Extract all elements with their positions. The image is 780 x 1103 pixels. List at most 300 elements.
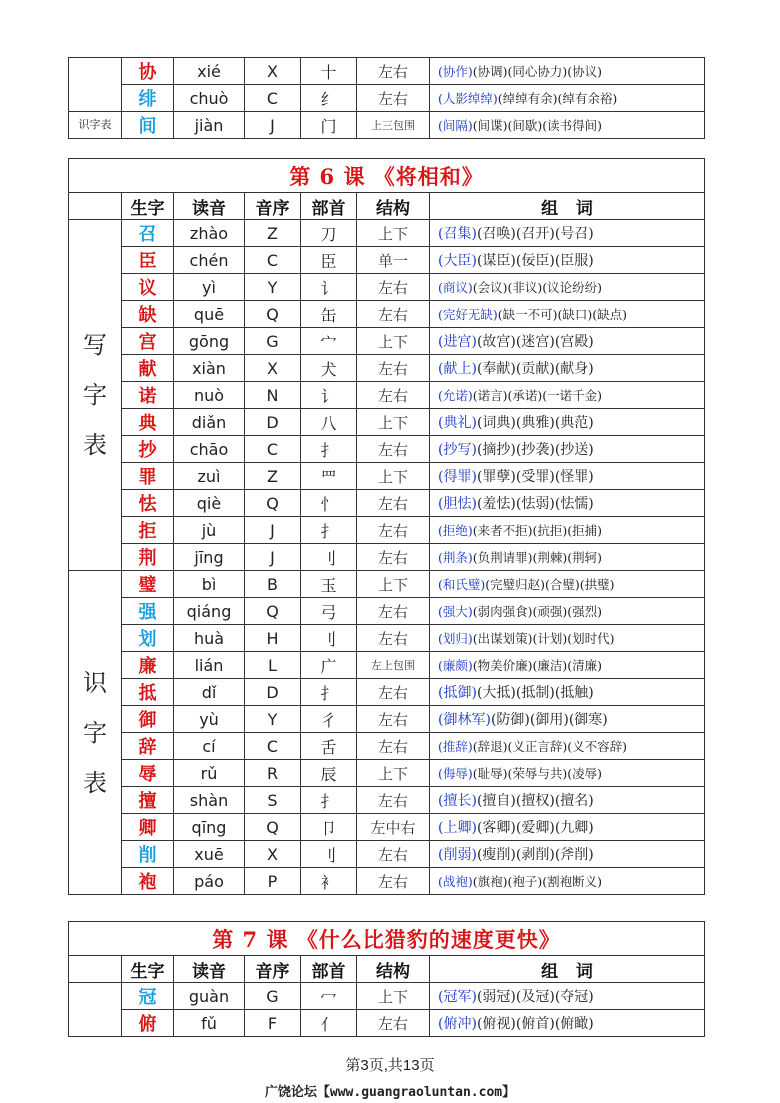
pinyin-cell: rǔ xyxy=(174,760,245,787)
pinyin-cell: qīng xyxy=(174,814,245,841)
radical-cell: 忄 xyxy=(301,490,357,517)
order-cell: L xyxy=(245,652,301,679)
word-item: (旗袍) xyxy=(472,874,508,889)
char-cell: 宫 xyxy=(122,328,174,355)
side-label-char: 字 xyxy=(83,381,107,409)
word-item: (抄送) xyxy=(554,442,594,458)
word-item: (一诺千金) xyxy=(542,388,603,403)
order-cell: J xyxy=(245,112,301,139)
words-cell xyxy=(430,247,705,274)
structure-cell: 左右 xyxy=(357,382,430,409)
words-cell xyxy=(430,220,705,247)
word-item: (廉颇) xyxy=(438,658,473,673)
table-row xyxy=(69,463,705,490)
header-radical: 部首 xyxy=(301,956,357,983)
words-cell xyxy=(430,598,705,625)
word-item: (御林军) xyxy=(438,712,491,728)
structure-cell: 上下 xyxy=(357,463,430,490)
structure-cell: 上下 xyxy=(357,220,430,247)
structure-cell: 单一 xyxy=(357,247,430,274)
order-cell: Y xyxy=(245,706,301,733)
order-cell: C xyxy=(245,85,301,112)
radical-cell: 罒 xyxy=(301,463,357,490)
word-item: (词典) xyxy=(476,415,516,431)
char-cell: 冠 xyxy=(122,983,174,1010)
radical-cell: 扌 xyxy=(301,517,357,544)
word-item: (怯弱) xyxy=(515,496,555,512)
words-cell xyxy=(430,841,705,868)
word-item: (诺言) xyxy=(472,388,508,403)
pinyin-cell: shàn xyxy=(174,787,245,814)
word-item: (摘抄) xyxy=(476,442,516,458)
word-item: (胆怯) xyxy=(438,496,477,512)
structure-cell: 上下 xyxy=(357,328,430,355)
word-item: (非议) xyxy=(507,280,543,295)
pinyin-cell: jù xyxy=(174,517,245,544)
table-row xyxy=(69,868,705,895)
radical-cell: 宀 xyxy=(301,328,357,355)
word-item: (大臣) xyxy=(438,253,477,269)
word-item: (抵御) xyxy=(438,685,477,701)
radical-cell: 扌 xyxy=(301,679,357,706)
order-cell: S xyxy=(245,787,301,814)
table-row xyxy=(69,355,705,382)
radical-cell: 衤 xyxy=(301,868,357,895)
word-item: (贡献) xyxy=(515,361,555,377)
char-cell: 袍 xyxy=(122,868,174,895)
char-cell: 辱 xyxy=(122,760,174,787)
word-item: (瘦削) xyxy=(476,847,516,863)
word-item: (侮辱) xyxy=(438,766,473,781)
radical-cell: 门 xyxy=(301,112,357,139)
words-cell xyxy=(430,58,705,85)
char-cell: 召 xyxy=(122,220,174,247)
word-item: (俯冲) xyxy=(438,1016,477,1032)
words-cell xyxy=(430,85,705,112)
word-item: (斧削) xyxy=(554,847,594,863)
char-cell: 典 xyxy=(122,409,174,436)
word-item: (御用) xyxy=(529,712,569,728)
word-item: (间歇) xyxy=(507,118,543,133)
word-item: (袍子) xyxy=(507,874,543,889)
word-item: (抵触) xyxy=(554,685,594,701)
word-item: (俯瞰) xyxy=(554,1016,594,1032)
word-item: (协作) xyxy=(438,64,473,79)
word-item: (抵制) xyxy=(515,685,555,701)
word-item: (协调) xyxy=(472,64,508,79)
structure-cell: 上三包围 xyxy=(357,112,430,139)
structure-cell: 左右 xyxy=(357,436,430,463)
word-item: (允诺) xyxy=(438,388,473,403)
structure-cell: 左右 xyxy=(357,85,430,112)
pinyin-cell: jīng xyxy=(174,544,245,571)
word-item: (召开) xyxy=(515,226,555,242)
words-cell xyxy=(430,112,705,139)
radical-cell: 弓 xyxy=(301,598,357,625)
radical-cell: 亻 xyxy=(301,1010,357,1037)
lesson7-title: 第 7 课 《什么比猎豹的速度更快》 xyxy=(69,922,705,956)
char-cell: 抵 xyxy=(122,679,174,706)
order-cell: Z xyxy=(245,463,301,490)
structure-cell: 左上包围 xyxy=(357,652,430,679)
word-item: (强烈) xyxy=(567,604,603,619)
word-item: (召集) xyxy=(438,226,477,242)
word-item: (读书得间) xyxy=(542,118,603,133)
table-row xyxy=(69,544,705,571)
word-item: (典范) xyxy=(554,415,594,431)
order-cell: Y xyxy=(245,274,301,301)
table-row xyxy=(69,382,705,409)
word-item: (荣辱与共) xyxy=(507,766,568,781)
pinyin-cell: gōng xyxy=(174,328,245,355)
char-cell: 诺 xyxy=(122,382,174,409)
word-item: (擅自) xyxy=(476,793,516,809)
words-cell xyxy=(430,409,705,436)
word-item: (承诺) xyxy=(507,388,543,403)
word-item: (弱冠) xyxy=(476,989,516,1005)
structure-cell: 左右 xyxy=(357,355,430,382)
order-cell: Q xyxy=(245,490,301,517)
order-cell: X xyxy=(245,355,301,382)
word-item: (擅名) xyxy=(554,793,594,809)
order-cell: D xyxy=(245,679,301,706)
order-cell: J xyxy=(245,517,301,544)
radical-cell: 卩 xyxy=(301,814,357,841)
words-cell xyxy=(430,571,705,598)
table-row xyxy=(69,517,705,544)
structure-cell: 左右 xyxy=(357,706,430,733)
pinyin-cell: quē xyxy=(174,301,245,328)
word-item: (召唤) xyxy=(476,226,516,242)
word-item: (荆轲) xyxy=(567,550,603,565)
words-cell xyxy=(430,706,705,733)
word-item: (俯视) xyxy=(476,1016,516,1032)
radical-cell: 广 xyxy=(301,652,357,679)
word-item: (会议) xyxy=(472,280,508,295)
words-cell xyxy=(430,1010,705,1037)
radical-cell: 扌 xyxy=(301,436,357,463)
table-row xyxy=(69,409,705,436)
word-item: (负荆请罪) xyxy=(472,550,533,565)
word-item: (物美价廉) xyxy=(472,658,533,673)
pinyin-cell: guàn xyxy=(174,983,245,1010)
word-item: (冠军) xyxy=(438,989,477,1005)
order-cell: F xyxy=(245,1010,301,1037)
order-cell: X xyxy=(245,841,301,868)
char-cell: 怯 xyxy=(122,490,174,517)
word-item: (推辞) xyxy=(438,739,473,754)
order-cell: H xyxy=(245,625,301,652)
table-row xyxy=(69,301,705,328)
words-cell xyxy=(430,328,705,355)
header-char: 生字 xyxy=(122,956,174,983)
char-cell: 协 xyxy=(122,58,174,85)
words-cell xyxy=(430,652,705,679)
word-item: (得罪) xyxy=(438,469,477,485)
pinyin-cell: xiàn xyxy=(174,355,245,382)
pinyin-cell: bì xyxy=(174,571,245,598)
pinyin-cell: yì xyxy=(174,274,245,301)
order-cell: G xyxy=(245,983,301,1010)
table-row xyxy=(69,841,705,868)
word-item: (缺口) xyxy=(557,307,593,322)
word-item: (及冠) xyxy=(515,989,555,1005)
order-cell: B xyxy=(245,571,301,598)
radical-cell: 纟 xyxy=(301,85,357,112)
word-item: (擅长) xyxy=(438,793,477,809)
header-empty xyxy=(69,193,122,220)
header-structure: 结构 xyxy=(357,956,430,983)
word-item: (协议) xyxy=(567,64,603,79)
table-row xyxy=(69,760,705,787)
table-row xyxy=(69,247,705,274)
word-item: (拒绝) xyxy=(438,523,473,538)
words-cell xyxy=(430,760,705,787)
top-table xyxy=(68,57,705,139)
pinyin-cell: xié xyxy=(174,58,245,85)
word-item: (献身) xyxy=(554,361,594,377)
lesson7-table xyxy=(68,921,705,1037)
word-item: (间谍) xyxy=(472,118,508,133)
word-item: (划归) xyxy=(438,631,473,646)
word-item: (人影绰绰) xyxy=(438,91,498,106)
pinyin-cell: fǔ xyxy=(174,1010,245,1037)
pinyin-cell: diǎn xyxy=(174,409,245,436)
char-cell: 臣 xyxy=(122,247,174,274)
word-item: (荆条) xyxy=(438,550,473,565)
header-words: 组 词 xyxy=(430,956,705,983)
char-cell: 强 xyxy=(122,598,174,625)
structure-cell: 上下 xyxy=(357,760,430,787)
order-cell: C xyxy=(245,733,301,760)
word-item: (完好无缺) xyxy=(438,307,498,322)
table-row xyxy=(69,85,705,112)
word-item: (削弱) xyxy=(438,847,477,863)
char-cell: 荆 xyxy=(122,544,174,571)
side-label-char: 字 xyxy=(83,718,107,747)
structure-cell: 上下 xyxy=(357,983,430,1010)
word-item: (献上) xyxy=(438,361,477,377)
words-cell xyxy=(430,625,705,652)
words-cell xyxy=(430,983,705,1010)
word-item: (拱璧) xyxy=(579,577,615,592)
word-item: (九卿) xyxy=(554,820,594,836)
char-cell: 削 xyxy=(122,841,174,868)
order-cell: Q xyxy=(245,814,301,841)
word-item: (羞怯) xyxy=(476,496,516,512)
table-row xyxy=(69,814,705,841)
radical-cell: 刂 xyxy=(301,544,357,571)
word-item: (佞臣) xyxy=(515,253,555,269)
page-number: 第3页,共13页 xyxy=(345,1057,435,1074)
table-row xyxy=(69,787,705,814)
order-cell: C xyxy=(245,247,301,274)
header-order: 音序 xyxy=(245,193,301,220)
word-item: (罪孽) xyxy=(476,469,516,485)
word-item: (出谋划策) xyxy=(472,631,533,646)
structure-cell: 左右 xyxy=(357,490,430,517)
word-item: (奉献) xyxy=(476,361,516,377)
radical-cell: 讠 xyxy=(301,382,357,409)
side-label-char: 表 xyxy=(83,431,107,459)
structure-cell: 左中右 xyxy=(357,814,430,841)
side-label xyxy=(69,571,122,895)
word-item: (耻辱) xyxy=(472,766,508,781)
order-cell: X xyxy=(245,58,301,85)
header-order: 音序 xyxy=(245,956,301,983)
pinyin-cell: cí xyxy=(174,733,245,760)
order-cell: G xyxy=(245,328,301,355)
structure-cell: 左右 xyxy=(357,58,430,85)
word-item: (受罪) xyxy=(515,469,555,485)
words-cell xyxy=(430,544,705,571)
word-item: (迷宫) xyxy=(515,334,555,350)
table-row xyxy=(69,436,705,463)
char-cell: 辞 xyxy=(122,733,174,760)
structure-cell: 左右 xyxy=(357,787,430,814)
word-item: (典雅) xyxy=(515,415,555,431)
radical-cell: 冖 xyxy=(301,983,357,1010)
radical-cell: 舌 xyxy=(301,733,357,760)
word-item: (进宫) xyxy=(438,334,477,350)
site-footer: 广饶论坛【www.guangraoluntan.com】 xyxy=(264,1085,516,1100)
pinyin-cell: yù xyxy=(174,706,245,733)
side-label-empty xyxy=(69,983,122,1037)
word-item: (客卿) xyxy=(476,820,516,836)
word-item: (划时代) xyxy=(567,631,615,646)
word-item: (上卿) xyxy=(438,820,477,836)
table-row xyxy=(69,706,705,733)
radical-cell: 刂 xyxy=(301,625,357,652)
words-cell xyxy=(430,814,705,841)
side-label: 识字表 xyxy=(69,112,122,139)
table-row xyxy=(69,58,705,85)
table-row xyxy=(69,652,705,679)
word-item: (爱卿) xyxy=(515,820,555,836)
header-pinyin: 读音 xyxy=(174,193,245,220)
table-row xyxy=(69,490,705,517)
word-item: (俯首) xyxy=(515,1016,555,1032)
word-item: (凌辱) xyxy=(567,766,603,781)
header-char: 生字 xyxy=(122,193,174,220)
word-item: (来者不拒) xyxy=(472,523,533,538)
structure-cell: 左右 xyxy=(357,301,430,328)
word-item: (擅权) xyxy=(515,793,555,809)
pinyin-cell: páo xyxy=(174,868,245,895)
char-cell: 璧 xyxy=(122,571,174,598)
pinyin-cell: qiè xyxy=(174,490,245,517)
order-cell: C xyxy=(245,436,301,463)
radical-cell: 玉 xyxy=(301,571,357,598)
word-item: (合璧) xyxy=(545,577,580,592)
word-item: (强大) xyxy=(438,604,473,619)
word-item: (怪罪) xyxy=(554,469,594,485)
pinyin-cell: jiàn xyxy=(174,112,245,139)
pinyin-cell: xuē xyxy=(174,841,245,868)
words-cell xyxy=(430,436,705,463)
words-cell xyxy=(430,868,705,895)
words-cell xyxy=(430,382,705,409)
word-item: (间隔) xyxy=(438,118,473,133)
word-item: (绰有余裕) xyxy=(557,91,618,106)
lesson6-table xyxy=(68,158,705,895)
char-cell: 献 xyxy=(122,355,174,382)
structure-cell: 左右 xyxy=(357,274,430,301)
header-words: 组 词 xyxy=(430,193,705,220)
table-row xyxy=(69,1010,705,1037)
char-cell: 御 xyxy=(122,706,174,733)
radical-cell: 扌 xyxy=(301,787,357,814)
word-item: (同心协力) xyxy=(507,64,568,79)
word-item: (完璧归赵) xyxy=(485,577,546,592)
structure-cell: 上下 xyxy=(357,409,430,436)
pinyin-cell: dǐ xyxy=(174,679,245,706)
char-cell: 擅 xyxy=(122,787,174,814)
words-cell xyxy=(430,301,705,328)
char-cell: 间 xyxy=(122,112,174,139)
radical-cell: 彳 xyxy=(301,706,357,733)
word-item: (怯懦) xyxy=(554,496,594,512)
pinyin-cell: lián xyxy=(174,652,245,679)
words-cell xyxy=(430,463,705,490)
structure-cell: 左右 xyxy=(357,1010,430,1037)
structure-cell: 左右 xyxy=(357,841,430,868)
pinyin-cell: chén xyxy=(174,247,245,274)
structure-cell: 左右 xyxy=(357,733,430,760)
pinyin-cell: qiáng xyxy=(174,598,245,625)
char-cell: 绯 xyxy=(122,85,174,112)
word-item: (缺一不可) xyxy=(497,307,558,322)
header-radical: 部首 xyxy=(301,193,357,220)
word-item: (议论纷纷) xyxy=(542,280,603,295)
word-item: (谋臣) xyxy=(476,253,516,269)
table-row xyxy=(69,220,705,247)
order-cell: N xyxy=(245,382,301,409)
structure-cell: 左右 xyxy=(357,625,430,652)
words-cell xyxy=(430,274,705,301)
words-cell xyxy=(430,787,705,814)
radical-cell: 刂 xyxy=(301,841,357,868)
word-item: (顽强) xyxy=(532,604,568,619)
pinyin-cell: nuò xyxy=(174,382,245,409)
structure-cell: 左右 xyxy=(357,517,430,544)
word-item: (清廉) xyxy=(567,658,603,673)
header-pinyin: 读音 xyxy=(174,956,245,983)
words-cell xyxy=(430,355,705,382)
word-item: (防御) xyxy=(490,712,530,728)
char-cell: 缺 xyxy=(122,301,174,328)
header-structure: 结构 xyxy=(357,193,430,220)
order-cell: Q xyxy=(245,598,301,625)
radical-cell: 缶 xyxy=(301,301,357,328)
word-item: (义不容辞) xyxy=(567,739,628,754)
radical-cell: 八 xyxy=(301,409,357,436)
pinyin-cell: huà xyxy=(174,625,245,652)
table-row xyxy=(69,679,705,706)
table-row xyxy=(69,112,705,139)
word-item: (和氏璧) xyxy=(438,577,486,592)
word-item: (战袍) xyxy=(438,874,473,889)
word-item: (剥削) xyxy=(515,847,555,863)
pinyin-cell: chāo xyxy=(174,436,245,463)
side-label-char: 识 xyxy=(83,668,107,697)
side-label xyxy=(69,220,122,571)
char-cell: 划 xyxy=(122,625,174,652)
pinyin-cell: zhào xyxy=(174,220,245,247)
word-item: (抗拒) xyxy=(532,523,568,538)
words-cell xyxy=(430,490,705,517)
radical-cell: 辰 xyxy=(301,760,357,787)
